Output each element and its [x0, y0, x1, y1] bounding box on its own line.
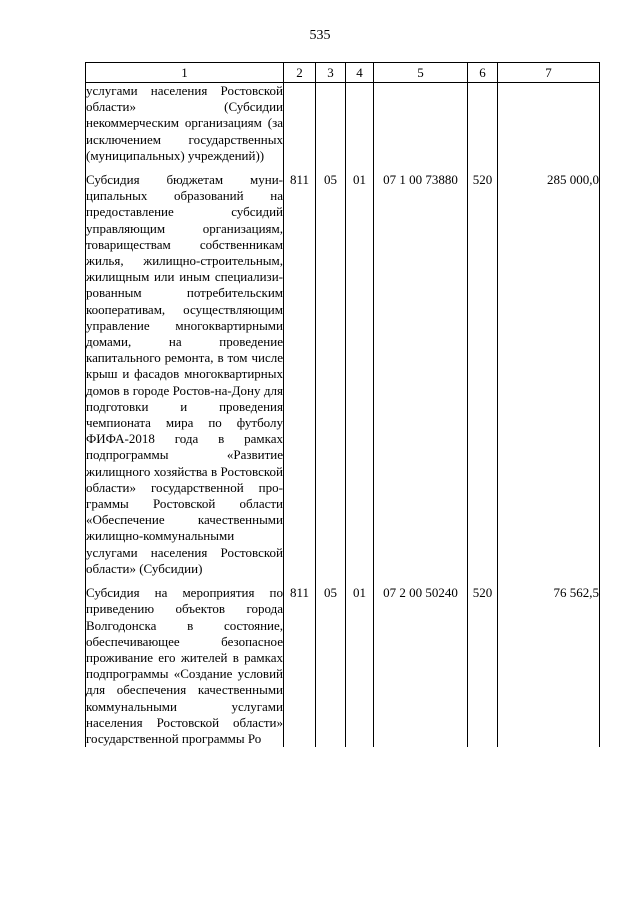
header-col-5: 5 — [374, 63, 468, 83]
table-row — [86, 585, 600, 747]
row-col-5: 07 2 00 50240 — [374, 585, 468, 747]
row-col-6 — [468, 83, 498, 165]
row-col-4: 01 — [346, 585, 374, 747]
header-col-1: 1 — [86, 63, 284, 83]
row-col-7 — [498, 83, 600, 165]
row-col-7: 285 000,0 — [498, 172, 600, 577]
header-col-4: 4 — [346, 63, 374, 83]
row-col-5 — [374, 83, 468, 165]
page-number: 535 — [309, 28, 331, 43]
row-col-4 — [346, 83, 374, 165]
header-col-2: 2 — [284, 63, 316, 83]
row-col-3: 05 — [316, 585, 346, 747]
row-col-5: 07 1 00 73880 — [374, 172, 468, 577]
row-col-3 — [316, 83, 346, 165]
row-col-3: 05 — [316, 172, 346, 577]
budget-table — [85, 62, 600, 747]
row-col-2: 811 — [284, 585, 316, 747]
table-row — [86, 83, 600, 165]
row-description: услугами населения Ростовской области» (Субсидии некоммерческим организациям (за исключением государственных (муниципальных) учреждений)) — [86, 83, 283, 163]
row-col-2: 811 — [284, 172, 316, 577]
table-row — [86, 172, 600, 577]
row-col-6: 520 — [468, 172, 498, 577]
header-col-7: 7 — [498, 63, 600, 83]
header-col-6: 6 — [468, 63, 498, 83]
header-col-3: 3 — [316, 63, 346, 83]
row-description: Субсидия на мероприятия по приведению объектов города Волгодонска в состояние, обеспечивающее безопасное проживание его жителей в рамках подпрограммы «Создание условий для обеспечения качественными коммунальными услугами населения Ростовской области» государственной программы Ро — [86, 585, 283, 746]
row-col-4: 01 — [346, 172, 374, 577]
header-row — [86, 63, 600, 83]
row-col-7: 76 562,5 — [498, 585, 600, 747]
row-col-6: 520 — [468, 585, 498, 747]
row-col-2 — [284, 83, 316, 165]
row-description: Субсидия бюджетам муниципальных образований на предоставление субсидий управляющим организациям, товариществам собственникам жилья, жилищно-строительным, жилищным или иным специализированным потребительским кооперативам, осуществляющим управление многоквартирными домами, на проведение капитального ремонта, в том числе крыш и фасадов многоквартирных домов в городе Ростов-на-Дону для подготовки и проведения чемпионата мира по футболу ФИФА-2018 года в рамках подпрограммы «Развитие жилищного хозяйства в Ростовской области» государственной программы Ростовской области «Обеспечение качественными жилищно-коммунальными услугами населения Ростовской области» (Субсидии) — [86, 172, 283, 576]
